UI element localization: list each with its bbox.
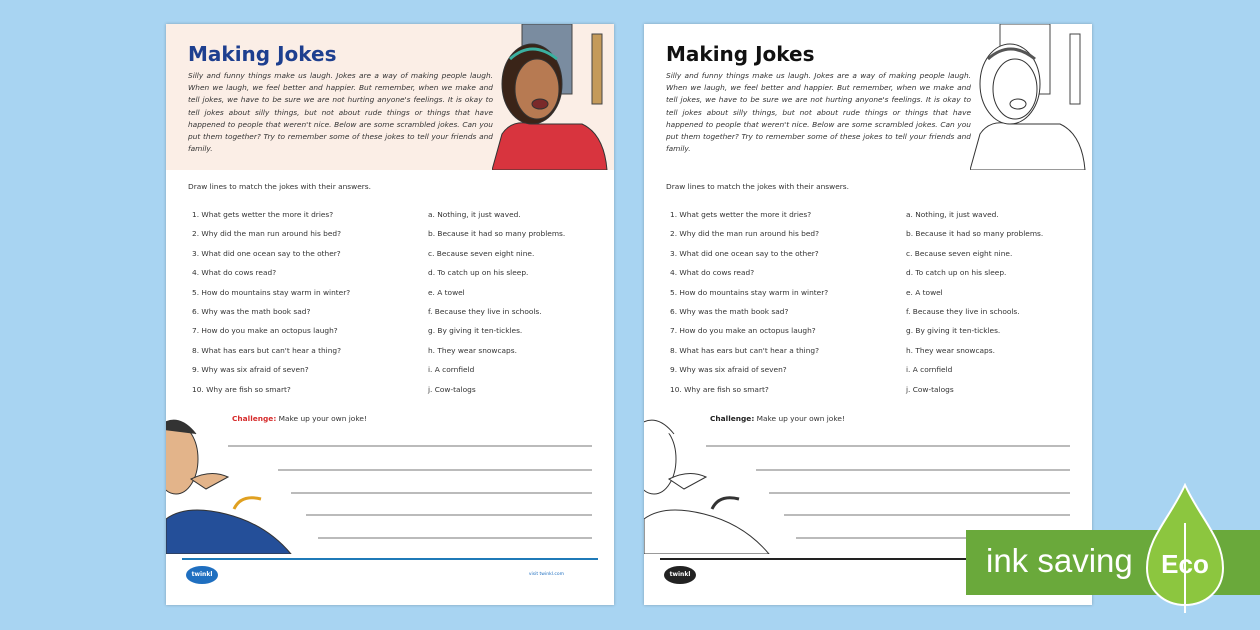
joke-question: 9. Why was six afraid of seven? <box>670 365 787 375</box>
joke-answer: f. Because they live in schools. <box>906 307 1020 316</box>
joke-question: 8. What has ears but can't hear a thing? <box>670 345 820 355</box>
writing-line <box>306 514 592 516</box>
joke-question: 10. Why are fish so smart? <box>670 384 769 394</box>
challenge-text: Make up your own joke! <box>276 414 367 423</box>
twinkl-logo: twinkl <box>664 566 696 584</box>
girl-laughing-illustration <box>970 24 1092 170</box>
joke-question: 9. Why was six afraid of seven? <box>192 365 309 375</box>
joke-answer: b. Because it had so many problems. <box>906 229 1044 239</box>
joke-answer: e. A towel <box>428 287 465 297</box>
joke-question: 3. What did one ocean say to the other? <box>192 248 341 258</box>
girl-laughing-illustration <box>492 24 614 170</box>
intro-paragraph: Silly and funny things make us laugh. Jokes are a way of making people laugh. When we laugh, we feel better and happier. But remember, when we make and tell jokes, we have to be sure we are not hurting anyone's feelings. It is okay to tell jokes about silly things, but not about rude things or things that have happened to people that weren't nice. Below are some scrambled jokes. Can you put them together? Try to remember some of these jokes to tell your friends and family. <box>188 71 493 154</box>
joke-answer: d. To catch up on his sleep. <box>906 268 1007 278</box>
page-title: Making Jokes <box>188 42 337 66</box>
joke-question: 1. What gets wetter the more it dries? <box>192 210 334 219</box>
instructions: Draw lines to match the jokes with their answers. <box>188 182 371 191</box>
joke-answer: i. A cornfield <box>906 365 953 375</box>
joke-question: 6. Why was the math book sad? <box>192 307 311 316</box>
challenge-label: Challenge: <box>710 414 755 423</box>
footer-rule <box>182 558 598 560</box>
eco-label: Eco <box>1161 549 1209 579</box>
writing-line <box>228 445 592 447</box>
challenge-prompt <box>232 414 367 423</box>
joke-answer: h. They wear snowcaps. <box>428 345 517 355</box>
writing-line <box>278 469 592 471</box>
joke-answer: b. Because it had so many problems. <box>428 229 566 239</box>
joke-answer: h. They wear snowcaps. <box>906 345 995 355</box>
joke-question: 5. How do mountains stay warm in winter? <box>670 287 829 297</box>
writing-line <box>769 492 1070 494</box>
footer-url: visit twinkl.com <box>528 572 564 577</box>
challenge-prompt <box>710 414 845 423</box>
worksheet-page-ink-saving <box>644 24 1092 605</box>
joke-answer: g. By giving it ten-tickles. <box>906 326 1001 336</box>
joke-question: 1. What gets wetter the more it dries? <box>670 210 812 219</box>
joke-answer: a. Nothing, it just waved. <box>906 210 999 219</box>
joke-question: 8. What has ears but can't hear a thing? <box>192 345 342 355</box>
joke-question: 5. How do mountains stay warm in winter? <box>192 287 351 297</box>
boy-writing-illustration <box>166 409 294 554</box>
writing-line <box>756 469 1070 471</box>
boy-writing-illustration <box>644 409 772 554</box>
twinkl-logo: twinkl <box>186 566 218 584</box>
joke-answer: i. A cornfield <box>428 365 475 375</box>
writing-line <box>291 492 592 494</box>
joke-answer: j. Cow-talogs <box>428 384 476 394</box>
joke-answer: g. By giving it ten-tickles. <box>428 326 523 336</box>
joke-answer: e. A towel <box>906 287 943 297</box>
instructions: Draw lines to match the jokes with their answers. <box>666 182 849 191</box>
joke-question: 10. Why are fish so smart? <box>192 384 291 394</box>
joke-question: 3. What did one ocean say to the other? <box>670 248 819 258</box>
writing-line <box>318 537 592 539</box>
page-title: Making Jokes <box>666 42 815 66</box>
challenge-label: Challenge: <box>232 414 277 423</box>
challenge-text: Make up your own joke! <box>754 414 845 423</box>
joke-answer: c. Because seven eight nine. <box>906 248 1013 258</box>
joke-answer: f. Because they live in schools. <box>428 307 542 316</box>
joke-question: 6. Why was the math book sad? <box>670 307 789 316</box>
joke-question: 4. What do cows read? <box>192 268 277 278</box>
writing-line <box>784 514 1070 516</box>
joke-answer: d. To catch up on his sleep. <box>428 268 529 278</box>
joke-question: 2. Why did the man run around his bed? <box>670 229 820 239</box>
joke-question: 7. How do you make an octopus laugh? <box>192 326 338 336</box>
writing-line <box>706 445 1070 447</box>
ink-saving-label: ink saving <box>986 542 1133 579</box>
joke-answer: a. Nothing, it just waved. <box>428 210 521 219</box>
intro-paragraph: Silly and funny things make us laugh. Jokes are a way of making people laugh. When we laugh, we feel better and happier. But remember, when we make and tell jokes, we have to be sure we are not hurting anyone's feelings. It is okay to tell jokes about silly things, but not about rude things or things that have happened to people that weren't nice. Below are some scrambled jokes. Can you put them together? Try to remember some of these jokes to tell your friends and family. <box>666 71 971 154</box>
joke-question: 4. What do cows read? <box>670 268 755 278</box>
joke-question: 2. Why did the man run around his bed? <box>192 229 342 239</box>
joke-answer: j. Cow-talogs <box>906 384 954 394</box>
joke-answer: c. Because seven eight nine. <box>428 248 535 258</box>
joke-question: 7. How do you make an octopus laugh? <box>670 326 816 336</box>
eco-leaf-icon <box>1145 483 1225 615</box>
worksheet-page-colour <box>166 24 614 605</box>
